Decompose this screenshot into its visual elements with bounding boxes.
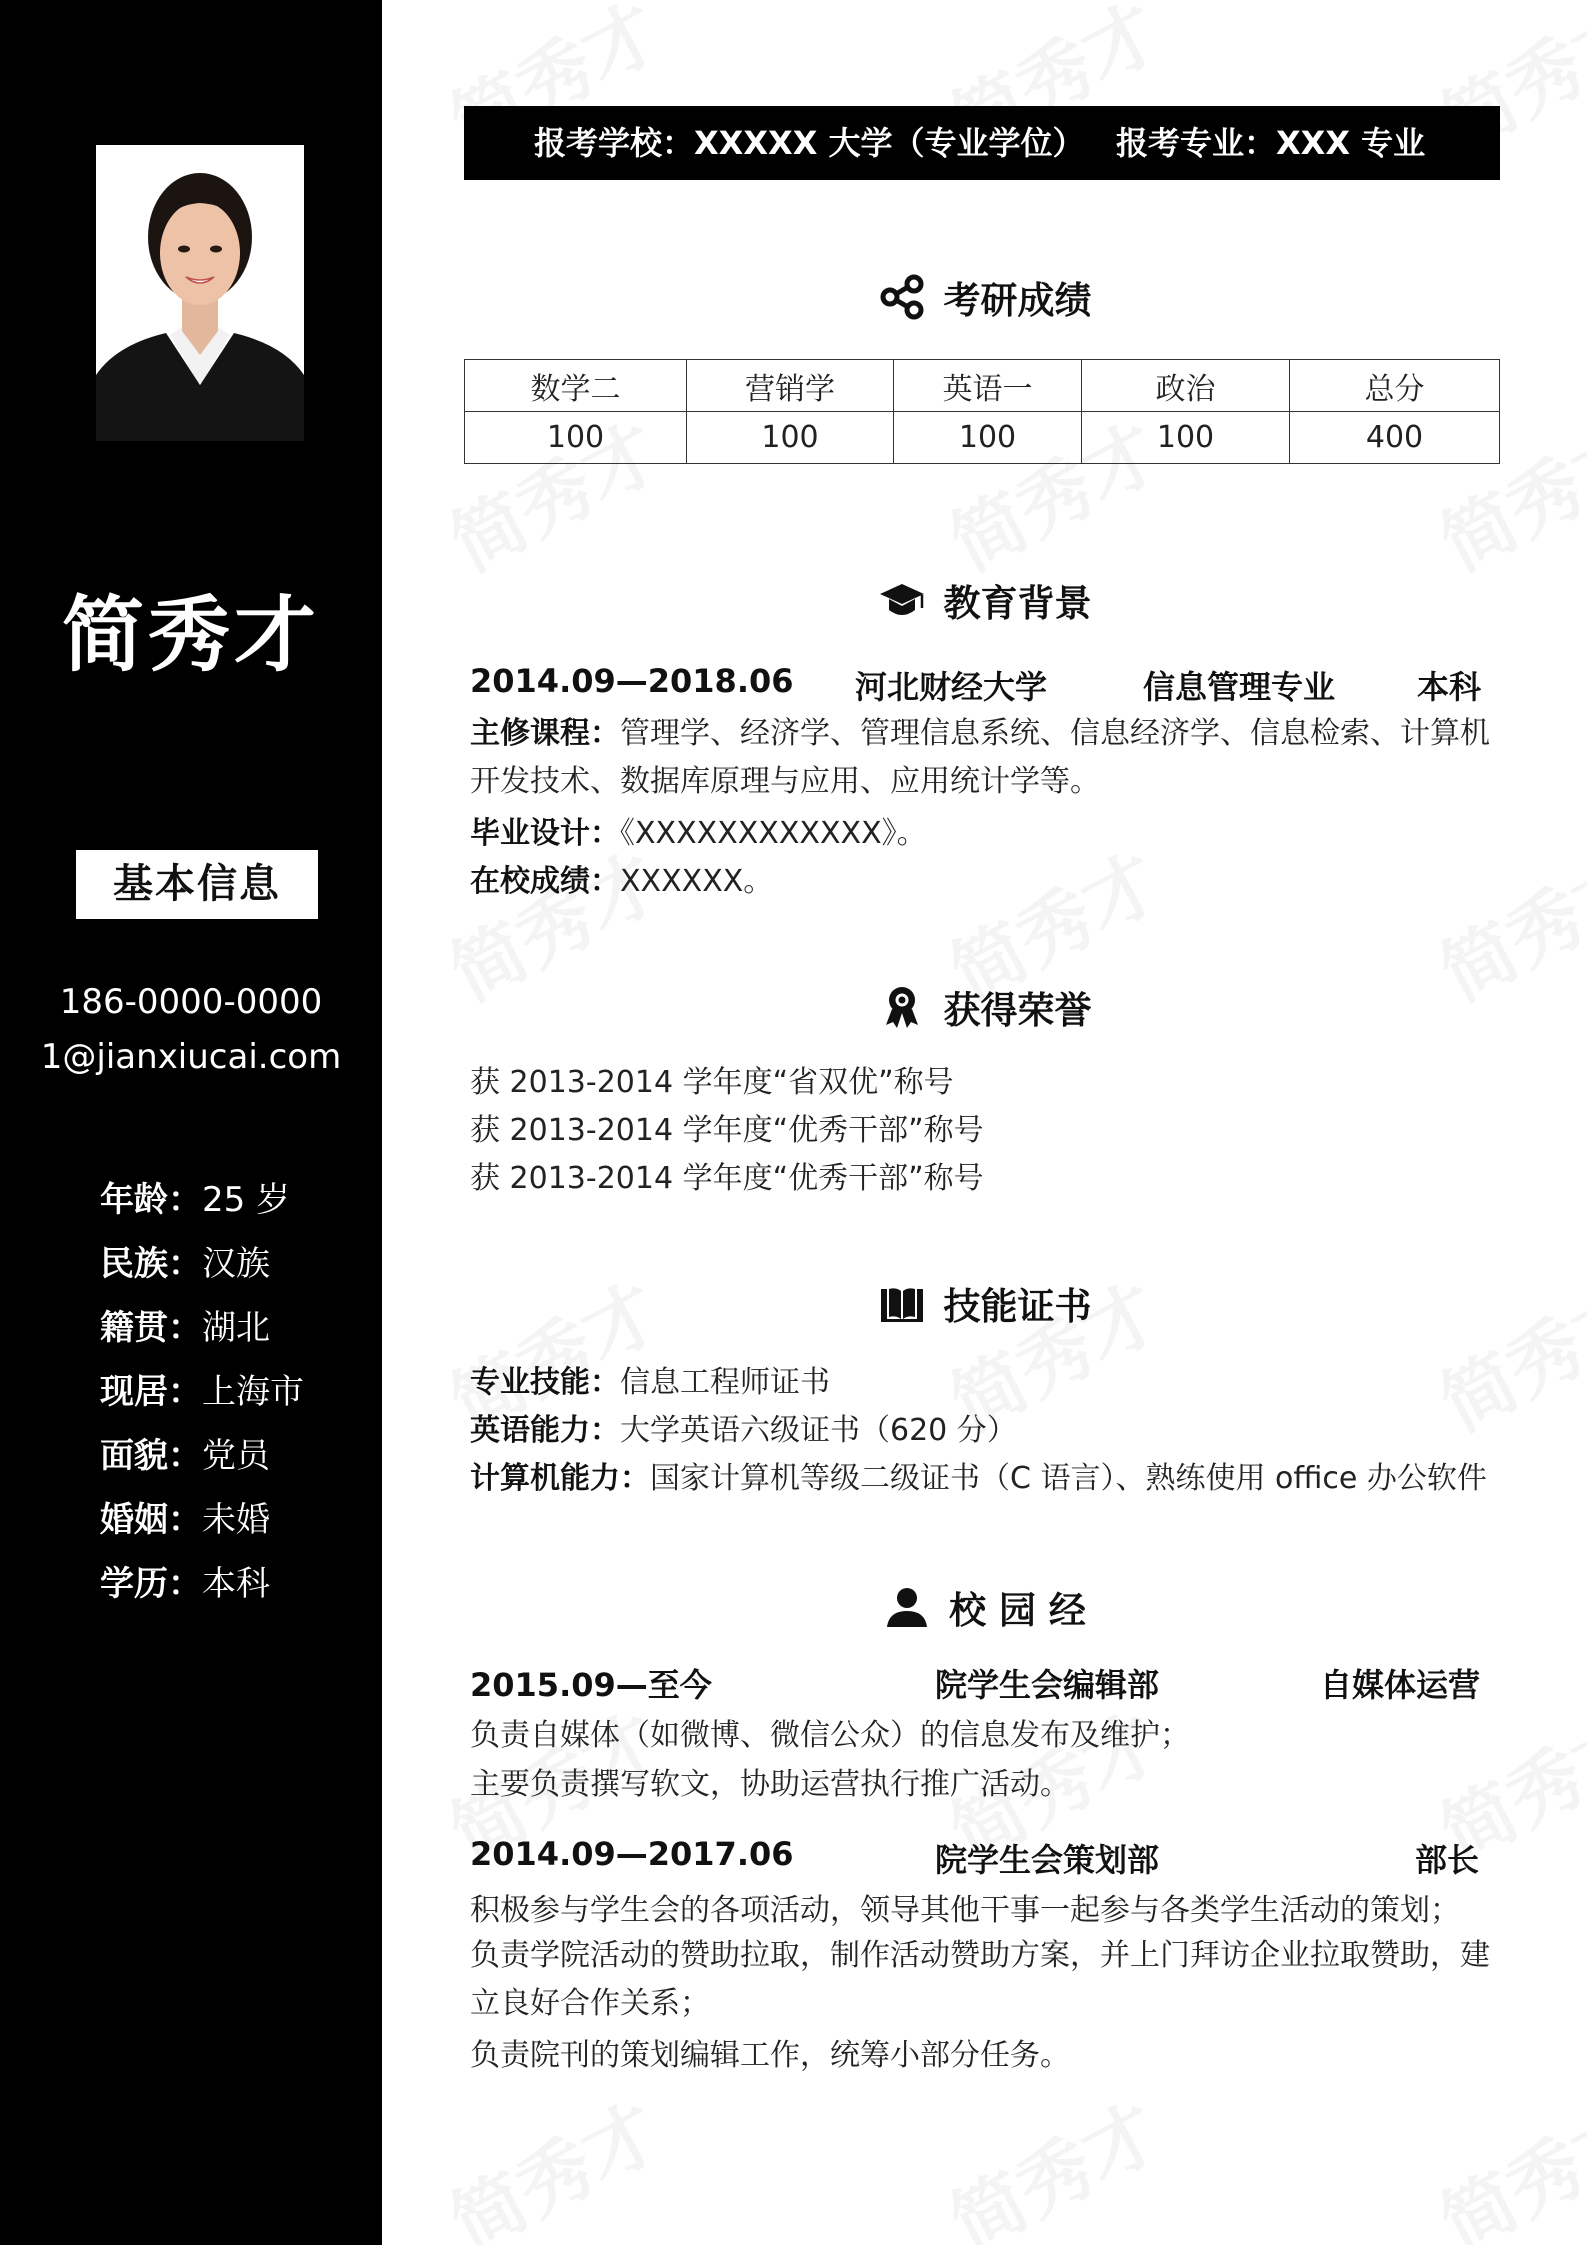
scores-table [464,359,1500,464]
score-header: 政治 [1082,360,1290,412]
honor-item: 获 2013-2014 学年度“优秀干部”称号 [470,1113,984,1148]
info-political-status: 面貌：党员 [100,1436,270,1476]
education-design: 毕业设计：《XXXXXXXXXXXX》。 [470,816,927,851]
score-header: 总分 [1290,360,1500,412]
score-header: 数学二 [465,360,687,412]
info-age: 年龄：25 岁 [100,1180,291,1220]
campus-period: 2015.09—至今 [470,1666,712,1704]
score-value: 400 [1290,412,1500,464]
campus-role: 部长 [1415,1841,1480,1879]
skill-english: 英语能力：大学英语六级证书（620 分） [470,1413,1017,1448]
education-grade: 在校成绩：XXXXXX。 [470,864,774,899]
phone-number: 186-0000-0000 [59,982,323,1022]
campus-org: 院学生会策划部 [935,1841,1160,1879]
scores-section-title: 考研成绩 [382,270,1587,324]
profile-photo [96,145,304,441]
person-icon [883,1583,931,1631]
campus-duty: 主要负责撰写软文，协助运营执行推广活动。 [470,1767,1070,1802]
application-bar [464,106,1500,180]
watermark [930,2074,1176,2245]
campus-entry-header [470,1835,1500,1883]
education-school: 河北财经大学 [855,668,1048,706]
graduation-cap-icon [878,576,926,624]
target-school: 报考学校：XXXXX 大学（专业学位） [534,124,1085,162]
skill-professional: 专业技能：信息工程师证书 [470,1365,830,1400]
score-value: 100 [1082,412,1290,464]
table-row [465,412,1500,464]
email-address: 1@jianxiucai.com [40,1037,342,1077]
info-marital-status: 婚姻：未婚 [100,1500,270,1540]
campus-duty: 积极参与学生会的各项活动，领导其他干事一起参与各类学生活动的策划； [470,1893,1460,1928]
main-content [382,0,1587,2245]
campus-duty: 负责院刊的策划编辑工作，统筹小部分任务。 [470,2038,1070,2073]
info-ethnicity: 民族：汉族 [100,1244,270,1284]
campus-duty: 负责学院活动的赞助拉取，制作活动赞助方案，并上门拜访企业拉取赞助，建立良好合作关系； [470,1938,1490,2021]
education-degree: 本科 [1417,668,1482,706]
skills-section-title: 技能证书 [382,1276,1587,1330]
campus-entry-header [470,1660,1500,1708]
campus-period: 2014.09—2017.06 [470,1835,794,1873]
book-icon [878,1279,926,1327]
campus-duty: 负责自媒体（如微博、微信公众）的信息发布及维护； [470,1718,1190,1753]
education-courses: 主修课程：管理学、经济学、管理信息系统、信息经济学、信息检索、计算机开发技术、数据库原理与应用、应用统计学等。 [470,716,1490,799]
target-major: 报考专业：XXX 专业 [1116,124,1426,162]
score-header: 英语一 [894,360,1082,412]
education-major: 信息管理专业 [1143,668,1336,706]
campus-section-title: 校 园 经 [382,1580,1587,1634]
info-residence: 现居：上海市 [100,1372,304,1412]
honor-item: 获 2013-2014 学年度“优秀干部”称号 [470,1161,984,1196]
score-value: 100 [465,412,687,464]
info-hometown: 籍贯：湖北 [100,1308,270,1348]
sidebar [0,0,382,2245]
candidate-name: 简秀才 [61,588,320,683]
education-header-row [470,662,1500,710]
medal-icon [878,983,926,1031]
table-row [465,360,1500,412]
skill-computer: 计算机能力：国家计算机等级二级证书（C 语言）、熟练使用 office 办公软件 [470,1461,1487,1496]
honors-section-title: 获得荣誉 [382,980,1587,1034]
education-period: 2014.09—2018.06 [470,662,794,700]
basic-info-heading: 基本信息 [76,850,318,919]
score-value: 100 [687,412,894,464]
watermark [430,2074,676,2245]
education-section-title: 教育背景 [382,573,1587,627]
campus-org: 院学生会编辑部 [935,1666,1160,1704]
share-icon [878,273,926,321]
campus-role: 自媒体运营 [1320,1666,1481,1704]
info-education: 学历：本科 [100,1564,270,1604]
score-value: 100 [894,412,1082,464]
basic-info-list [100,1176,304,1624]
score-header: 营销学 [687,360,894,412]
watermark [1420,2074,1587,2245]
honor-item: 获 2013-2014 学年度“省双优”称号 [470,1065,954,1100]
